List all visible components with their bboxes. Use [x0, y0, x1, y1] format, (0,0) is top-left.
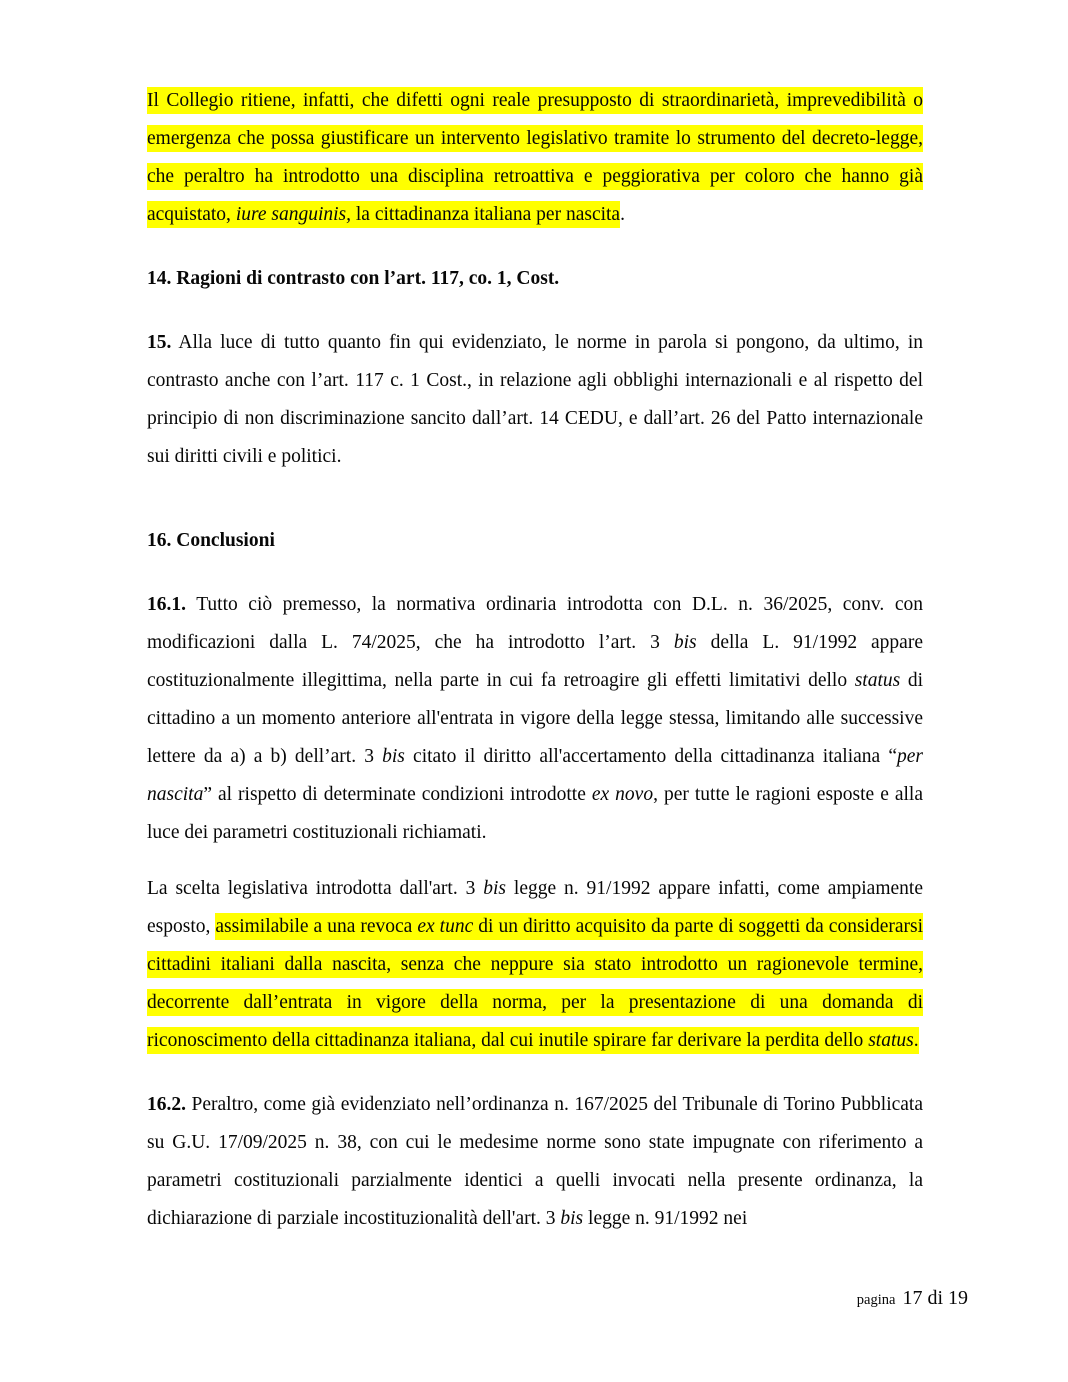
section-heading-16: 16. Conclusioni [147, 530, 275, 551]
text-run: ” al rispetto di determinate condizioni introdotte [203, 784, 592, 805]
paragraph-number: 16.1. [147, 594, 186, 615]
footer-page-label: pagina [856, 1292, 896, 1308]
text-run: legge n. 91/1992 nei [583, 1208, 748, 1229]
document-body [147, 82, 923, 1264]
highlighted-text: di un diritto acquisito da parte di soggetti da considerarsi cittadini italiani dalla nascita, senza che neppure sia stato introdotto un ragionevole termine, decorrente dall’entrata in vigore della norma, per la presentazione di una domanda di riconoscimento della cittadinanza italiana, dal cui inutile spirare far derivare la perdita dello [147, 913, 923, 1054]
text-run: . [620, 204, 625, 225]
text-run: Tutto ciò premesso, la normativa ordinaria introdotta con D.L. n. 36/2025, conv. con modificazioni dalla L. 74/2025, che ha introdotto l’art. 3 [147, 594, 923, 653]
text-run: citato il diritto all'accertamento della cittadinanza italiana “ [404, 746, 897, 767]
paragraph-16-2 [147, 1086, 923, 1238]
footer-page-indicator: 17 di 19 [902, 1287, 968, 1309]
latin-term: status [854, 670, 901, 691]
paragraph-number: 15. [147, 332, 172, 353]
text-run: legge n. 91/1992 appare infatti, come ampiamente esposto, [147, 878, 923, 937]
text-run: Alla luce di tutto quanto fin qui evidenziato, le norme in parola si pongono, da ultimo, in contrasto anche con l’art. 117 c. 1 Cost., in relazione agli obblighi internazionali e al rispetto del principio di non discriminazione sancito dall’art. 14 CEDU, e dall’art. 26 del Patto internazionale sui diritti civili e politici. [147, 332, 923, 467]
latin-term: bis [382, 746, 405, 767]
highlighted-text: Il Collegio ritiene, infatti, che difetti ogni reale presupposto di straordinarietà, imprevedibilità o emergenza che possa giustificare un intervento legislativo tramite lo strumento del decreto-legge, che peraltro ha introdotto una disciplina retroattiva e peggiorativa per coloro che hanno già acquistato, [147, 87, 923, 228]
highlighted-text: . [914, 1027, 919, 1054]
paragraph-la-scelta [147, 870, 923, 1060]
highlighted-latin-term: status [868, 1027, 914, 1054]
section-heading-14: 14. Ragioni di contrasto con l’art. 117, co. 1, Cost. [147, 268, 560, 289]
page-footer [857, 1287, 968, 1310]
highlighted-latin-term: ex tunc [417, 913, 473, 940]
paragraph-il-collegio [147, 82, 923, 234]
paragraph-16-1 [147, 586, 923, 852]
highlighted-latin-term: iure sanguinis, [236, 201, 351, 228]
paragraph-number: 16.2. [147, 1094, 186, 1115]
text-run: , per tutte le ragioni esposte e alla luce dei parametri costituzionali richiamati. [147, 784, 924, 843]
latin-term: ex novo [591, 784, 654, 805]
text-run: Peraltro, come già evidenziato nell’ordinanza n. 167/2025 del Tribunale di Torino Pubblicata su G.U. 17/09/2025 n. 38, con cui le medesime norme sono state impugnate con riferimento a parametri costituzionali parzialmente identici a quelli invocati nella presente ordinanza, la dichiarazione di parziale incostituzionalità dell'art. 3 [147, 1094, 923, 1229]
latin-term: bis [673, 632, 697, 653]
latin-term: bis [560, 1208, 584, 1229]
text-run: di cittadino a un momento anteriore all'entrata in vigore della legge stessa, limitando alle successive lettere da a) a b) dell’art. 3 [147, 670, 923, 767]
highlighted-text: assimilabile a una revoca [215, 913, 417, 940]
latin-term: bis [483, 878, 507, 899]
text-run: La scelta legislativa introdotta dall'art. 3 [147, 878, 484, 899]
quoted-term: per nascita [147, 746, 923, 805]
highlighted-text: la cittadinanza italiana per nascita [351, 201, 620, 228]
text-run: della L. 91/1992 appare costituzionalmente illegittima, nella parte in cui fa retroagire gli effetti limitativi dello [147, 632, 923, 691]
paragraph-15 [147, 324, 923, 476]
